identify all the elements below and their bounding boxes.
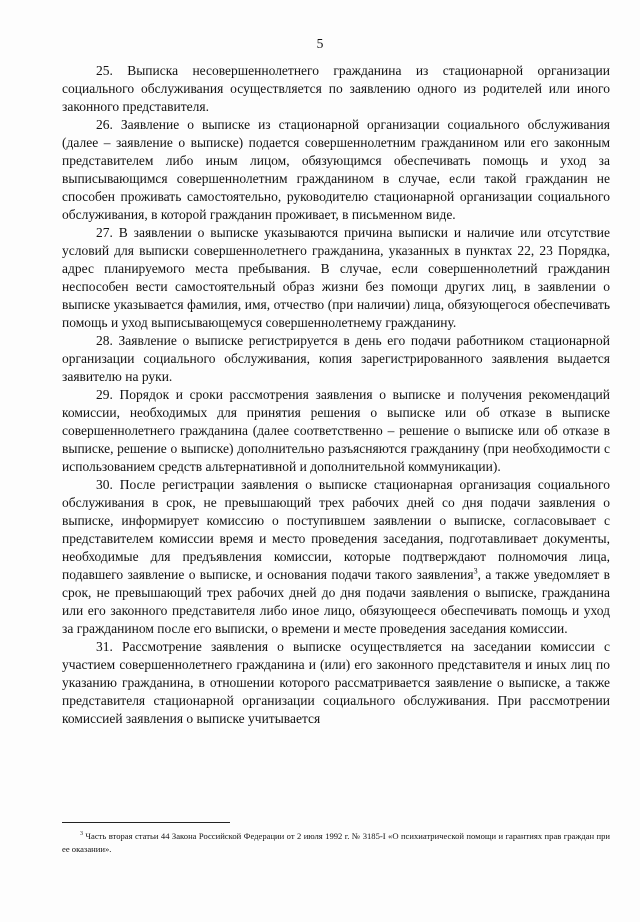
paragraph-text-continued: , а также уведомляет в срок, не превышающий трех рабочих дней до дня подачи заявления о выписке, гражданина или его законного представителя либо иное лицо, обязующееся обеспечивать помощь и уход за гражданином после его выписки, о времени и месте проведения заседания комиссии. — [62, 567, 610, 636]
paragraph-25 — [62, 62, 610, 116]
footnote-text: Часть вторая статьи 44 Закона Российской Федерации от 2 июля 1992 г. № 3185-I «О психиатрической помощи и гарантиях прав граждан при ее оказании». — [62, 831, 610, 854]
paragraph-text: 29. Порядок и сроки рассмотрения заявления о выписке и получения рекомендаций комиссии, необходимых для принятия решения о выписке или об отказе в выписке совершеннолетнего гражданина (далее соответственно – решение о выписке или об отказе в выписке, решение о выписке) дополнительно разъясняются гражданину (при необходимости с использованием средств альтернативной и дополнительной коммуникации). — [62, 387, 610, 474]
paragraph-text: 27. В заявлении о выписке указываются причина выписки и наличие или отсутствие условий для выписки совершеннолетнего гражданина, указанных в пунктах 22, 23 Порядка, адрес планируемого места пребывания. В случае, если совершеннолетний гражданин неспособен вести самостоятельный образ жизни без помощи других лиц, в заявлении о выписке указывается фамилия, имя, отчество (при наличии) лица, обязующегося обеспечивать помощь и уход выписывающемуся совершеннолетнему гражданину. — [62, 225, 610, 330]
paragraph-27 — [62, 224, 610, 332]
paragraph-text: 31. Рассмотрение заявления о выписке осуществляется на заседании комиссии с участием совершеннолетнего гражданина и (или) его законного представителя и иных лиц по указанию гражданина, в отношении которого рассматривается заявление о выписке, а также представителя стационарной организации социального обслуживания. При рассмотрении комиссией заявления о выписке учитывается — [62, 639, 610, 726]
footnote-divider — [62, 822, 230, 823]
page-number: 5 — [316, 36, 324, 51]
paragraph-text: 25. Выписка несовершеннолетнего гражданина из стационарной организации социального обслуживания осуществляется по заявлению одного из родителей или иного законного представителя. — [62, 63, 610, 114]
footnote — [62, 830, 610, 856]
footnote-mark: 3 — [80, 831, 83, 838]
paragraph-text: 26. Заявление о выписке из стационарной организации социального обслуживания (далее – заявление о выписке) подается совершеннолетним гражданином или его законным представителем либо иным лицом, обязующимся обеспечивать помощь и уход за выписывающимся совершеннолетним гражданином в случае, если такой гражданин не способен проживать самостоятельно, руководителю стационарной организации социального обслуживания, в которой гражданин проживает, в письменном виде. — [62, 117, 610, 222]
paragraph-31 — [62, 638, 610, 728]
paragraph-29 — [62, 386, 610, 476]
paragraph-30 — [62, 476, 610, 638]
paragraph-text: 28. Заявление о выписке регистрируется в день его подачи работником стационарной организации социального обслуживания, копия зарегистрированного заявления выдается заявителю на руки. — [62, 333, 610, 384]
paragraph-text: 30. После регистрации заявления о выписке стационарная организация социального обслуживания в срок, не превышающий трех рабочих дней со дня подачи заявления о выписке, информирует комиссию о поступившем заявлении о выписке, согласовывает с представителем комиссии время и место проведения заседания, подготавливает документы, необходимые для предъявления комиссии, которые подтверждают полномочия лица, подавшего заявление о выписке, и основания подачи такого заявления — [62, 477, 610, 582]
paragraph-26 — [62, 116, 610, 224]
footnote-reference: 3 — [473, 566, 478, 576]
paragraph-28 — [62, 332, 610, 386]
document-body — [62, 62, 610, 728]
